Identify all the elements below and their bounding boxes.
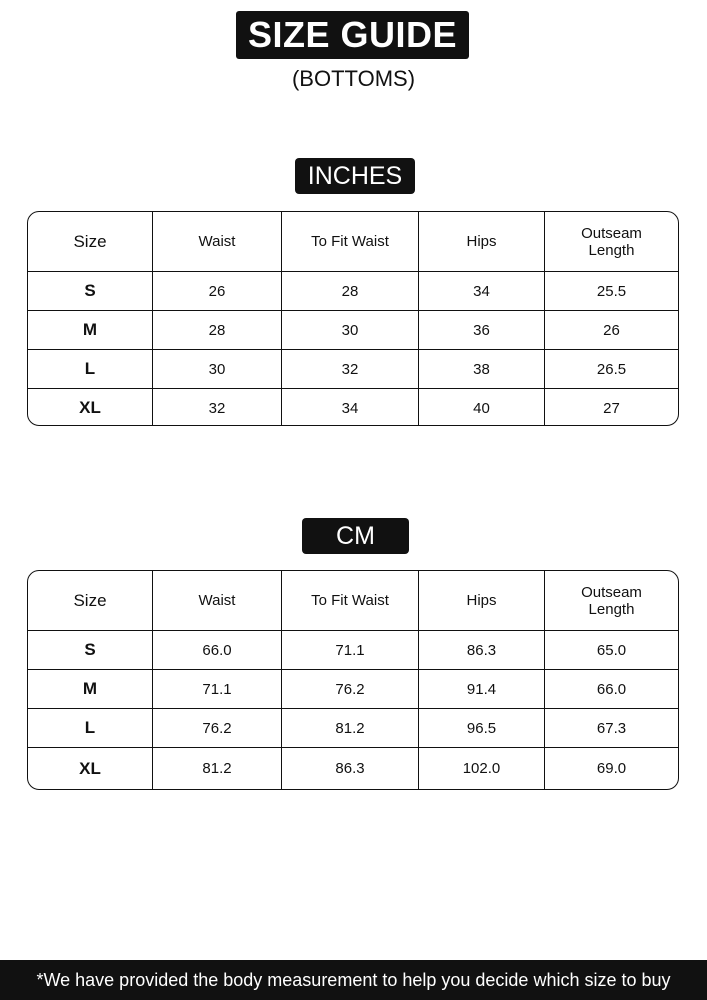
outseam-cell: 27 <box>544 389 678 426</box>
cm-label-badge: CM <box>302 518 409 554</box>
fit-waist-cell: 34 <box>281 389 418 426</box>
header-cell-waist: Waist <box>152 212 281 271</box>
header-cell-waist: Waist <box>152 571 281 630</box>
size-cell: S <box>84 640 96 659</box>
waist-cell: 71.1 <box>152 670 281 708</box>
outseam-cell: 26 <box>544 311 678 349</box>
waist-cell: 30 <box>152 350 281 388</box>
outseam-cell: 67.3 <box>544 709 678 747</box>
table-row <box>28 388 678 426</box>
fit-waist-cell: 30 <box>281 311 418 349</box>
hips-cell: 86.3 <box>418 631 544 669</box>
hips-cell: 96.5 <box>418 709 544 747</box>
table-row <box>28 349 678 388</box>
waist-cell: 28 <box>152 311 281 349</box>
hips-cell: 34 <box>418 272 544 310</box>
page-subtitle: (BOTTOMS) <box>291 66 416 91</box>
table-header-row <box>28 571 678 630</box>
waist-cell: 81.2 <box>152 748 281 789</box>
table-row <box>28 630 678 669</box>
fit-waist-cell: 81.2 <box>281 709 418 747</box>
header-cell-to-fit-waist: To Fit Waist <box>281 212 418 271</box>
hips-cell: 40 <box>418 389 544 426</box>
waist-cell: 32 <box>152 389 281 426</box>
size-cell: L <box>84 359 96 378</box>
table-header-row <box>28 212 678 271</box>
table-row <box>28 708 678 747</box>
footer-note: *We have provided the body measurement to help you decide which size to buy <box>0 960 707 1000</box>
header-cell-hips: Hips <box>418 212 544 271</box>
fit-waist-cell: 71.1 <box>281 631 418 669</box>
outseam-cell: 66.0 <box>544 670 678 708</box>
hips-cell: 38 <box>418 350 544 388</box>
header-cell-size: Size <box>73 231 107 251</box>
size-cell: S <box>84 281 96 300</box>
outseam-cell: 65.0 <box>544 631 678 669</box>
size-cell: M <box>82 679 98 698</box>
outseam-cell: 69.0 <box>544 748 678 789</box>
hips-cell: 102.0 <box>418 748 544 789</box>
fit-waist-cell: 76.2 <box>281 670 418 708</box>
fit-waist-cell: 86.3 <box>281 748 418 789</box>
hips-cell: 36 <box>418 311 544 349</box>
table-row <box>28 669 678 708</box>
size-cell: L <box>84 718 96 737</box>
header-cell-outseam-length: Outseam Length <box>544 571 678 630</box>
hips-cell: 91.4 <box>418 670 544 708</box>
page-title: SIZE GUIDE <box>236 11 469 59</box>
table-row <box>28 747 678 789</box>
header-cell-size: Size <box>73 590 107 610</box>
cm-size-table <box>27 570 679 790</box>
size-cell: XL <box>79 758 101 778</box>
fit-waist-cell: 32 <box>281 350 418 388</box>
table-row <box>28 271 678 310</box>
table-row <box>28 310 678 349</box>
header-cell-hips: Hips <box>418 571 544 630</box>
waist-cell: 76.2 <box>152 709 281 747</box>
waist-cell: 26 <box>152 272 281 310</box>
outseam-cell: 26.5 <box>544 350 678 388</box>
inches-size-table <box>27 211 679 426</box>
fit-waist-cell: 28 <box>281 272 418 310</box>
inches-label-badge: INCHES <box>295 158 415 194</box>
size-cell: XL <box>79 398 101 417</box>
header-cell-to-fit-waist: To Fit Waist <box>281 571 418 630</box>
waist-cell: 66.0 <box>152 631 281 669</box>
outseam-cell: 25.5 <box>544 272 678 310</box>
size-cell: M <box>82 320 98 339</box>
header-cell-outseam-length: Outseam Length <box>544 212 678 271</box>
